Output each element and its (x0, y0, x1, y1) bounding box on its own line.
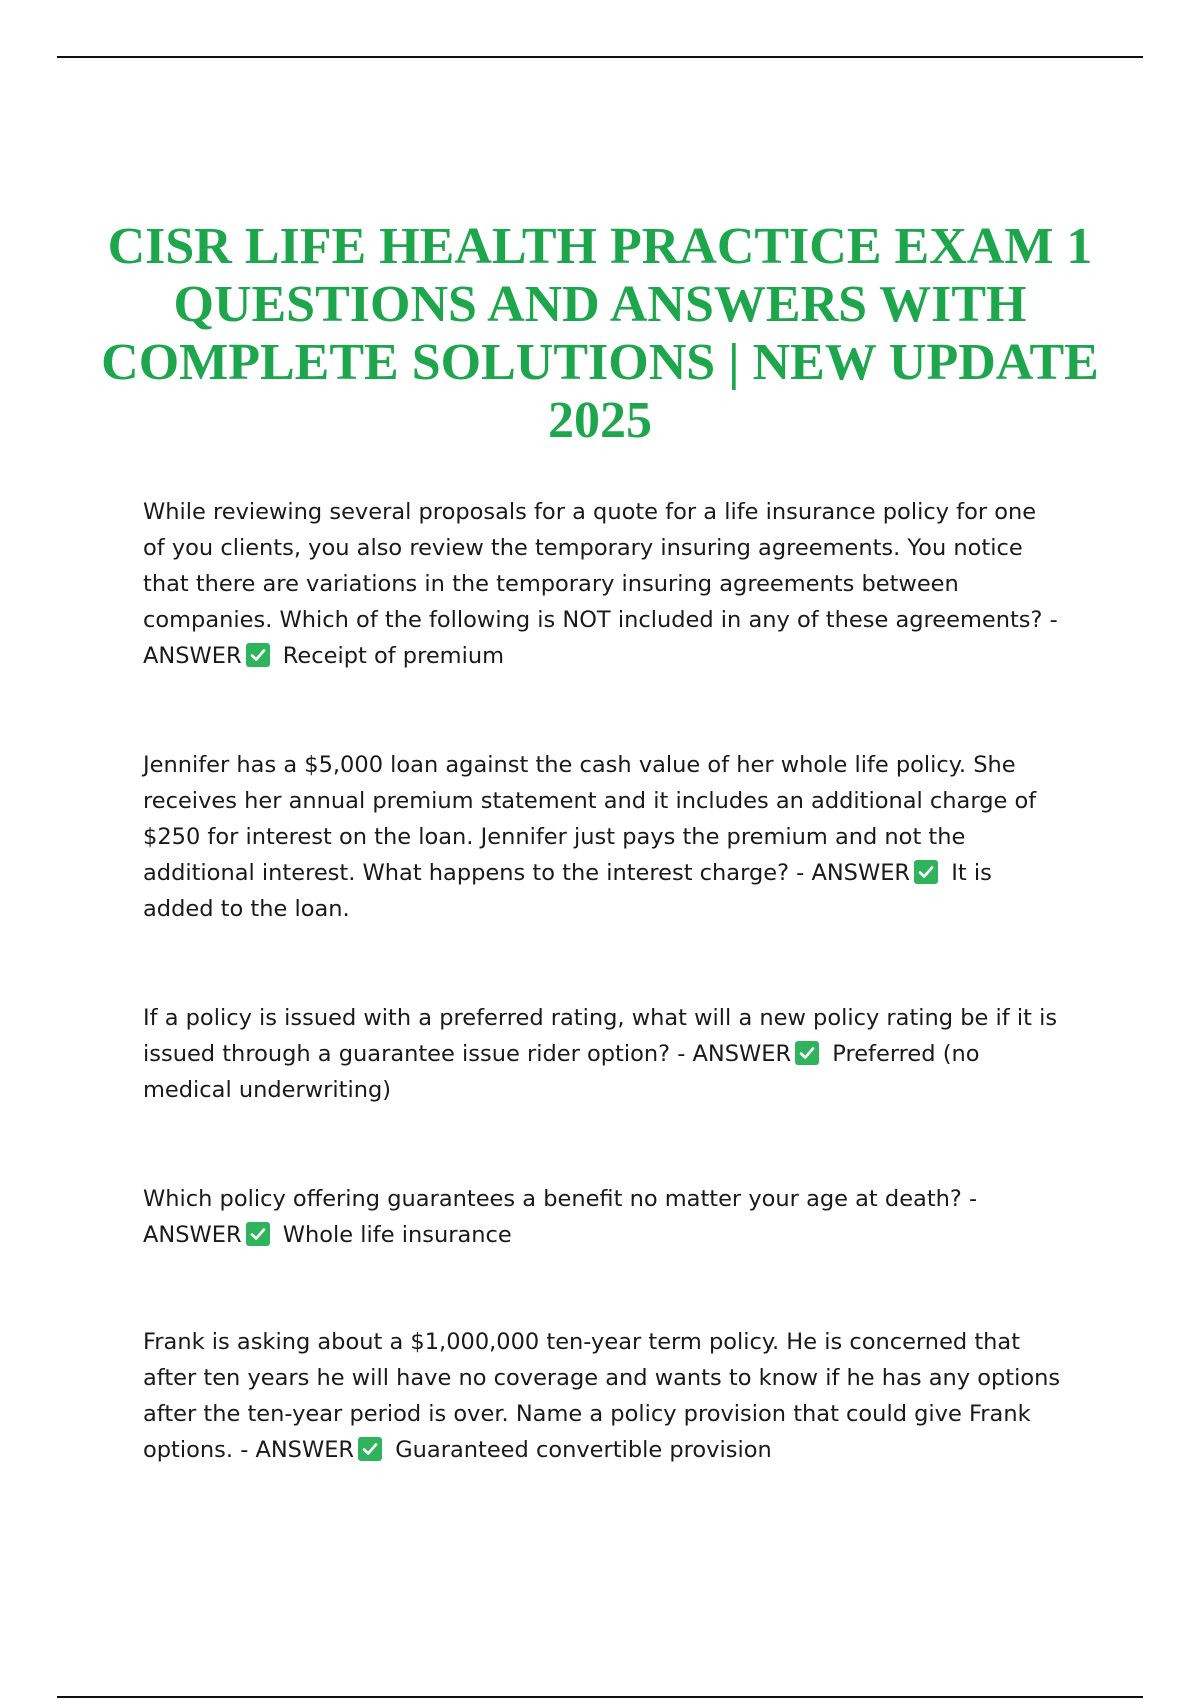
answer-label: - ANSWER (143, 1186, 978, 1248)
answer-text: It is added to the loan. (143, 860, 992, 922)
check-mark-icon (246, 1222, 270, 1246)
answer-text: Guaranteed convertible provision (395, 1437, 772, 1463)
answer-text: Receipt of premium (282, 643, 505, 669)
check-mark-icon (914, 860, 938, 884)
qa-item (143, 1324, 1063, 1468)
qa-item (143, 1000, 1063, 1108)
check-mark-icon (795, 1041, 819, 1065)
answer-label: - ANSWER (143, 607, 1058, 669)
check-mark-icon (358, 1437, 382, 1461)
question-text: Frank is asking about a $1,000,000 ten-year term policy. He is concerned that after ten years he will have no coverage and wants to know if he has any options after the ten-year period is over. Name a policy provision that could give Frank options. (143, 1329, 1061, 1463)
qa-item (143, 747, 1063, 927)
qa-item (143, 494, 1063, 674)
question-text: Which policy offering guarantees a benefit no matter your age at death? (143, 1186, 962, 1212)
answer-label: - ANSWER (677, 1041, 792, 1067)
answer-label: - ANSWER (240, 1437, 355, 1463)
answer-text: Preferred (no medical underwriting) (143, 1041, 980, 1103)
answer-label: - ANSWER (796, 860, 911, 886)
question-text: Jennifer has a $5,000 loan against the cash value of her whole life policy. She receives her annual premium statement and it includes an additional charge of $250 for interest on the loan. Jennifer just pays the premium and not the additional interest. What happens to the interest charge? (143, 752, 1037, 886)
question-text: If a policy is issued with a preferred rating, what will a new policy rating be if it is issued through a guarantee issue rider option? (143, 1005, 1058, 1067)
question-text: While reviewing several proposals for a quote for a life insurance policy for one of you clients, you also review the temporary insuring agreements. You notice that there are variations in the temporary insuring agreements between companies. Which of the following is NOT included in any of these agreements? (143, 499, 1043, 633)
top-rule (57, 56, 1143, 58)
qa-item (143, 1181, 1063, 1253)
document-title: CISR LIFE HEALTH PRACTICE EXAM 1 QUESTIONS AND ANSWERS WITH COMPLETE SOLUTIONS | NEW UPDATE 2025 (101, 218, 1099, 449)
check-mark-icon (246, 643, 270, 667)
bottom-rule (57, 1696, 1143, 1698)
answer-text: Whole life insurance (282, 1222, 512, 1248)
